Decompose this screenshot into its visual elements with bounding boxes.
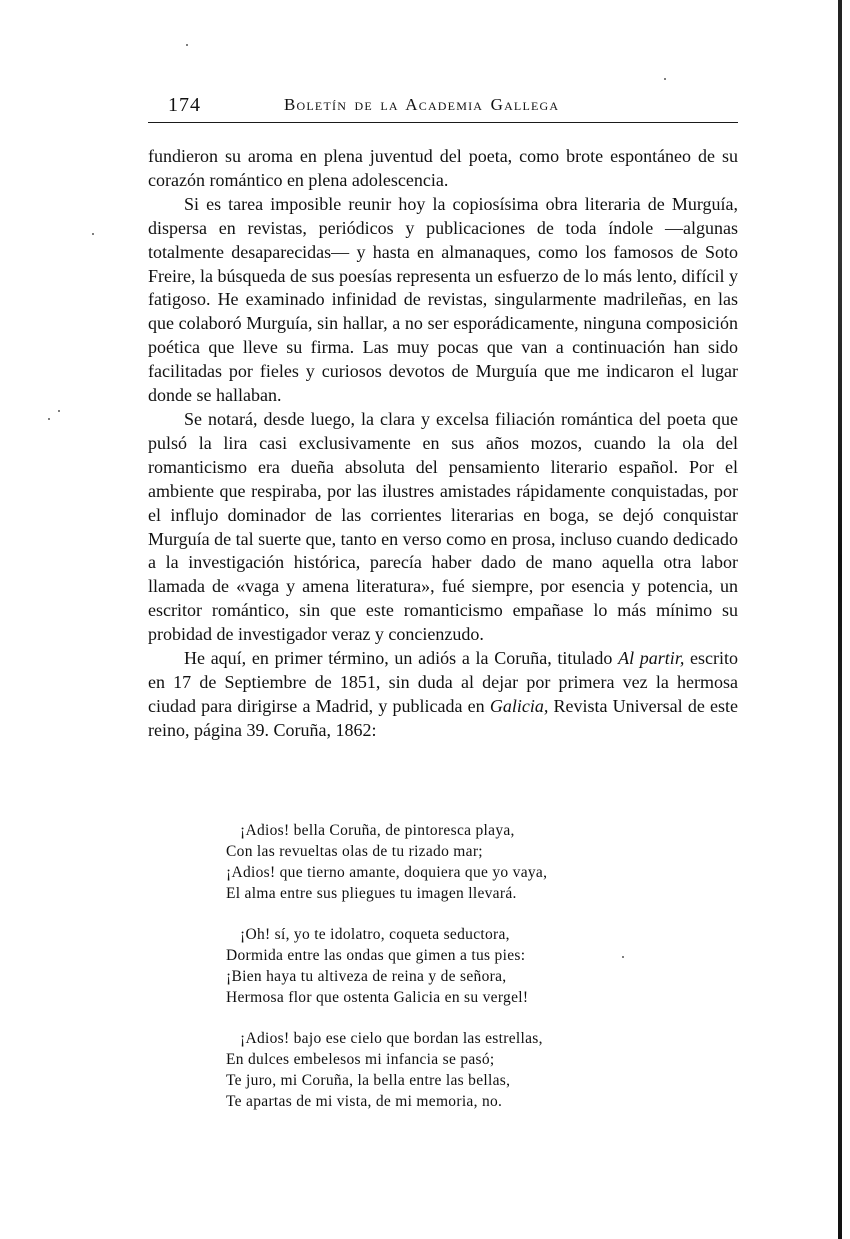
poem-al-partir: [226, 820, 646, 1132]
journal-title: Boletín de la Academia Gallega: [284, 95, 560, 114]
scan-speck: [664, 78, 666, 80]
poem-stanza: [226, 1028, 646, 1112]
poem-verse: Dormida entre las ondas que gimen a tus pies:: [226, 947, 526, 964]
poem-verse: ¡Adios! bajo ese cielo que bordan las estrellas,: [240, 1030, 543, 1047]
poem-title-italic: Al partir,: [618, 648, 685, 669]
scan-speck: [622, 956, 624, 958]
scan-speck: [92, 233, 94, 235]
paragraph-poem-intro: [148, 647, 738, 743]
scan-speck: [58, 410, 60, 412]
paragraph-romantic-filiation: [148, 408, 738, 647]
text-segment: Si es tarea imposible reunir hoy la copiosísima obra literaria de Murguía, dispersa en revistas, periódicos y publicaciones de toda índole —algunas totalmente desaparecidas— y hasta en almanaques, como los famosos de Soto Freire, la búsqueda de sus poesías representa un esfuerzo de lo más lento, difícil y fatigoso. He examinado infinidad de revistas, singularmente madrileñas, en las que colaboró Murguía, sin hallar, a no ser esporádicamente, ninguna composición poética que lleve su firma. Las muy pocas que van a continuación han sido facilitadas por fieles y curiosos devotos de Murguía que me indicaron el lugar donde se hallaban.: [148, 193, 738, 406]
poem-verse: ¡Adios! bella Coruña, de pintoresca playa,: [240, 822, 515, 839]
page-number: 174: [168, 94, 201, 116]
page-edge-shadow: [838, 0, 842, 1239]
scan-speck: [186, 44, 188, 46]
periodical-title-italic: Galicia,: [489, 695, 549, 716]
text-segment: Revista Universal de este reino, página 39. Coruña, 1862:: [148, 695, 738, 740]
poem-verse: Te juro, mi Coruña, la bella entre las bellas,: [226, 1072, 511, 1089]
text-segment: He aquí, en primer término, un adiós a la Coruña, titulado: [184, 648, 619, 669]
scan-speck: [48, 418, 50, 420]
poem-verse: ¡Bien haya tu altiveza de reina y de señora,: [226, 968, 507, 985]
poem-verse: En dulces embelesos mi infancia se pasó;: [226, 1051, 495, 1068]
poem-verse: Te apartas de mi vista, de mi memoria, no.: [226, 1093, 503, 1110]
poem-stanza: [226, 924, 646, 1008]
poem-stanza: [226, 820, 646, 904]
running-header: [148, 92, 738, 123]
text-segment: fundieron su aroma en plena juventud del poeta, como brote espontáneo de su corazón romántico en plena adolescencia.: [148, 146, 738, 190]
paragraph-continuation: [148, 145, 738, 193]
text-segment: escrito en 17 de Septiembre de 1851, sin duda al dejar por primera vez la hermosa ciudad para dirigirse a Madrid, y publicada en: [148, 648, 739, 716]
poem-verse: El alma entre sus pliegues tu imagen llevará.: [226, 885, 517, 902]
text-segment: Se notará, desde luego, la clara y excelsa filiación romántica del poeta que pulsó la lira casi exclusivamente en sus años mozos, cuando la ola del romanticismo era dueña absoluta del pensamiento literario español. Por el ambiente que respiraba, por las ilustres amistades rápidamente conquistadas, por el influjo dominador de las corrientes literarias en boga, se dejó conquistar Murguía de tal suerte que, tanto en verso como en prosa, incluso cuando dedicado a la investigación histórica, parecía haber dado de mano aquella otra labor llamada de «vaga y amena literatura», fué siempre, por esencia y potencia, un escritor romántico, sin que este romanticismo empañase lo más mínimo su probidad de investigador veraz y concienzudo.: [148, 408, 738, 645]
body-text: [148, 145, 738, 743]
poem-verse: Hermosa flor que ostenta Galicia en su vergel!: [226, 989, 529, 1006]
poem-verse: ¡Adios! que tierno amante, doquiera que yo vaya,: [226, 864, 548, 881]
poem-verse: Con las revueltas olas de tu rizado mar;: [226, 843, 483, 860]
paragraph-compilation: [148, 193, 738, 408]
poem-verse: ¡Oh! sí, yo te idolatro, coqueta seductora,: [240, 926, 510, 943]
